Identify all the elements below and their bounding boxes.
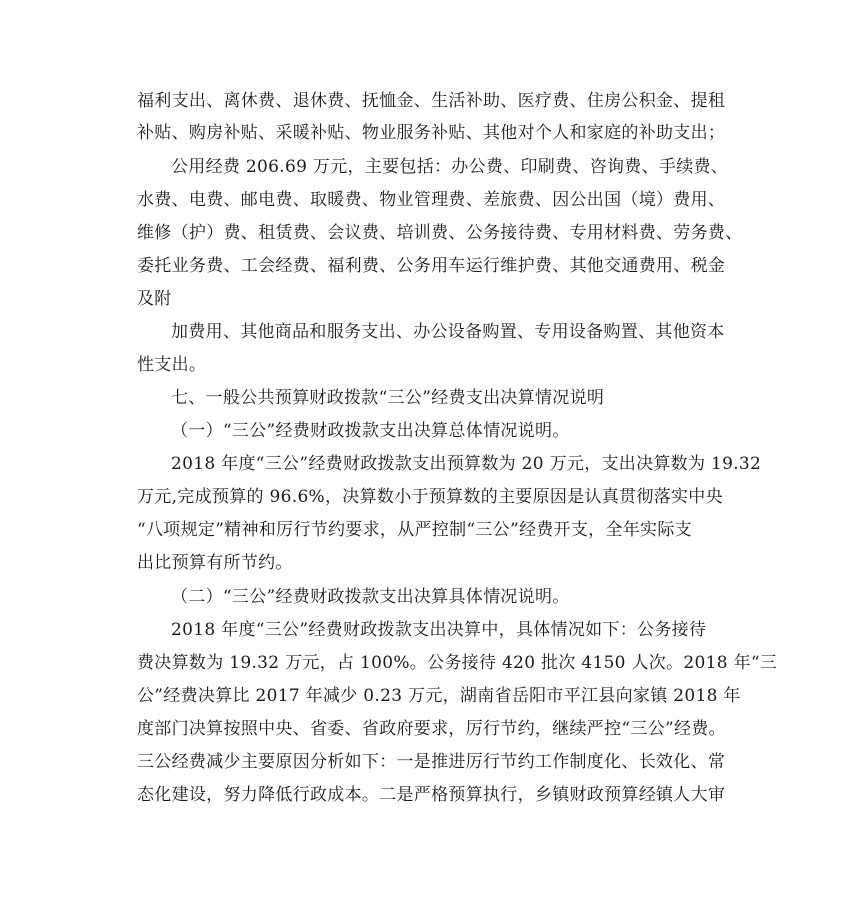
text-line: 公”经费决算比 2017 年减少 0.23 万元，湖南省岳阳市平江县向家镇 2018 年	[137, 686, 741, 706]
text-line: 2018 年度“三公”经费财政拨款支出决算中，具体情况如下：公务接待	[171, 620, 707, 640]
text-line: 万元,完成预算的 96.6%，决算数小于预算数的主要原因是认真贯彻落实中央	[137, 487, 723, 507]
text-line: 性支出。	[137, 355, 207, 375]
text-line: 及附	[137, 289, 172, 309]
subsection-heading: （一）“三公”经费财政拨款支出决算总体情况说明。	[171, 421, 570, 441]
text-line: 水费、电费、邮电费、取暖费、物业管理费、差旅费、因公出国（境）费用、	[137, 190, 726, 210]
text-line: 三公经费减少主要原因分析如下：一是推进厉行节约工作制度化、长效化、常	[137, 752, 726, 772]
text-line: 态化建设，努力降低行政成本。二是严格预算执行，乡镇财政预算经镇人大审	[137, 785, 726, 805]
text-line: 补贴、购房补贴、采暖补贴、物业服务补贴、其他对个人和家庭的补助支出；	[137, 123, 726, 143]
text-line: 委托业务费、工会经费、福利费、公务用车运行维护费、其他交通费用、税金	[137, 256, 726, 276]
section-heading: 七、一般公共预算财政拨款“三公”经费支出决算情况说明	[171, 388, 605, 408]
text-line: 维修（护）费、租赁费、会议费、培训费、公务接待费、专用材料费、劳务费、	[137, 223, 743, 243]
text-line: 费决算数为 19.32 万元，占 100%。公务接待 420 批次 4150 人次。2018 年“三	[137, 653, 778, 673]
subsection-heading: （二）“三公”经费财政拨款支出决算具体情况说明。	[171, 587, 570, 607]
text-line: “八项规定”精神和厉行节约要求，从严控制“三公”经费开支，全年实际支	[137, 520, 692, 540]
text-line: 加费用、其他商品和服务支出、办公设备购置、专用设备购置、其他资本	[171, 322, 725, 342]
text-line: 度部门决算按照中央、省委、省政府要求，厉行节约，继续严控“三公”经费。	[137, 719, 726, 739]
text-line: 福利支出、离休费、退休费、抚恤金、生活补助、医疗费、住房公积金、提租	[137, 91, 726, 111]
text-line: 公用经费 206.69 万元，主要包括：办公费、印刷费、咨询费、手续费、	[171, 157, 729, 177]
text-line: 2018 年度“三公”经费财政拨款支出预算数为 20 万元，支出决算数为 19.32	[171, 454, 762, 474]
text-line: 出比预算有所节约。	[137, 553, 293, 573]
